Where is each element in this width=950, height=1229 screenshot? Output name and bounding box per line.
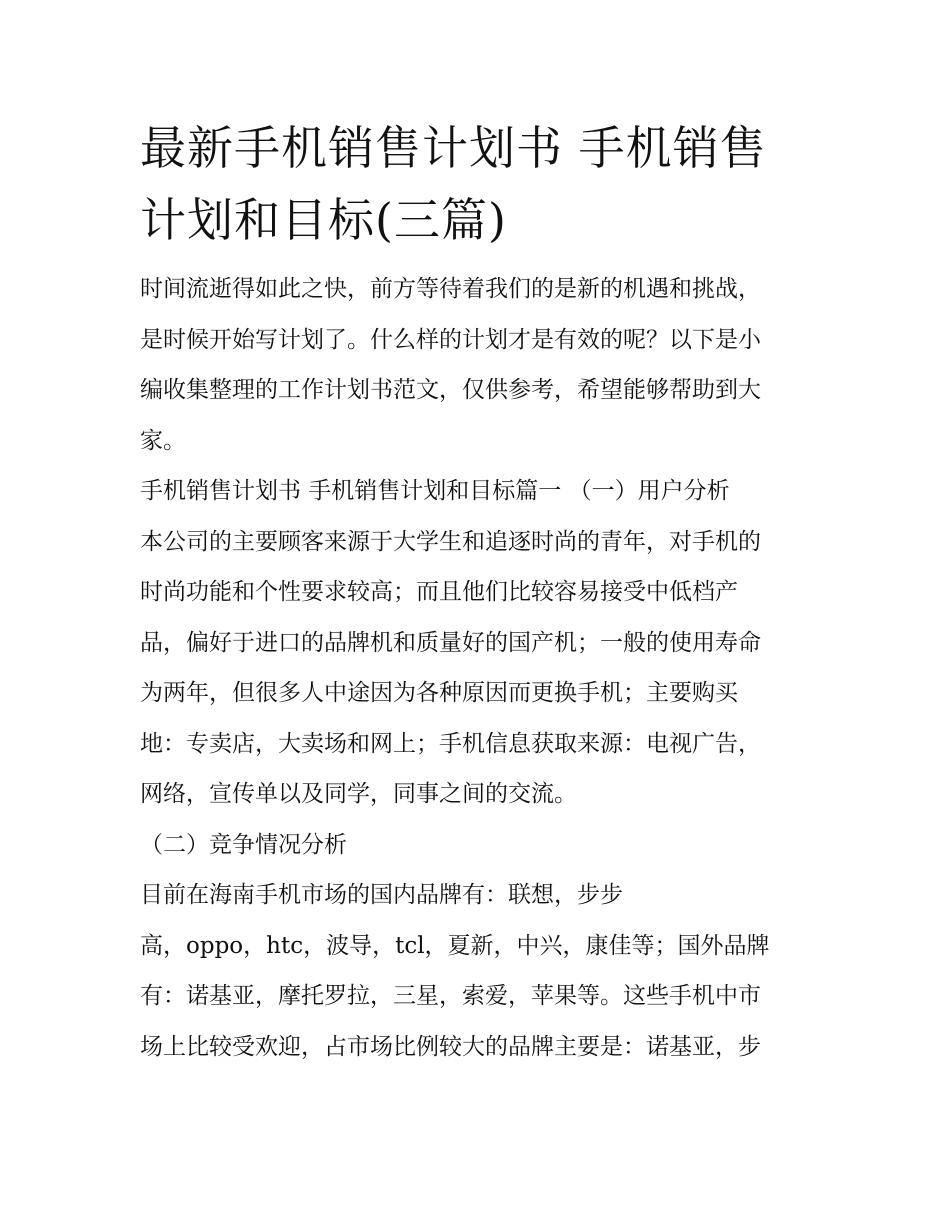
body-line: 地：专卖店，大卖场和网上；手机信息获取来源：电视广告， (140, 730, 761, 757)
body-line: 家。 (140, 427, 186, 454)
body-line: 为两年，但很多人中途因为各种原因而更换手机；主要购买 (140, 680, 738, 706)
body-line: 时尚功能和个性要求较高；而且他们比较容易接受中低档产 (140, 579, 738, 605)
body-line: 品，偏好于进口的品牌机和质量好的国产机；一般的使用寿命 (140, 629, 761, 656)
document-page (140, 112, 812, 1072)
document-body (140, 264, 812, 1072)
body-line: 高，oppo，htc，波导，tcl，夏新，中兴，康佳等；国外品牌 (140, 932, 770, 959)
title-line-1: 最新手机销售计划书 手机销售 (140, 121, 767, 175)
section-heading-2: （二）竞争情况分析 (140, 831, 347, 858)
document-title (140, 112, 812, 256)
body-line: 有：诺基亚，摩托罗拉，三星，索爱，苹果等。这些手机中市 (140, 983, 761, 1009)
body-line: 是时候开始写计划了。什么样的计划才是有效的呢？以下是小 (140, 326, 761, 353)
body-line: 目前在海南手机市场的国内品牌有：联想，步步 (140, 882, 623, 908)
body-line: 场上比较受欢迎，占市场比例较大的品牌主要是：诺基亚，步 (140, 1033, 761, 1060)
section-heading-1: 手机销售计划书 手机销售计划和目标篇一 （一）用户分析 (140, 478, 730, 504)
title-line-2: 计划和目标(三篇) (140, 193, 507, 247)
body-line: 时间流逝得如此之快，前方等待着我们的是新的机遇和挑战， (140, 276, 761, 302)
body-line: 编收集整理的工作计划书范文，仅供参考，希望能够帮助到大 (140, 377, 761, 403)
body-line: 本公司的主要顾客来源于大学生和追逐时尚的青年，对手机的 (140, 528, 761, 555)
body-line: 网络，宣传单以及同学，同事之间的交流。 (140, 781, 577, 807)
